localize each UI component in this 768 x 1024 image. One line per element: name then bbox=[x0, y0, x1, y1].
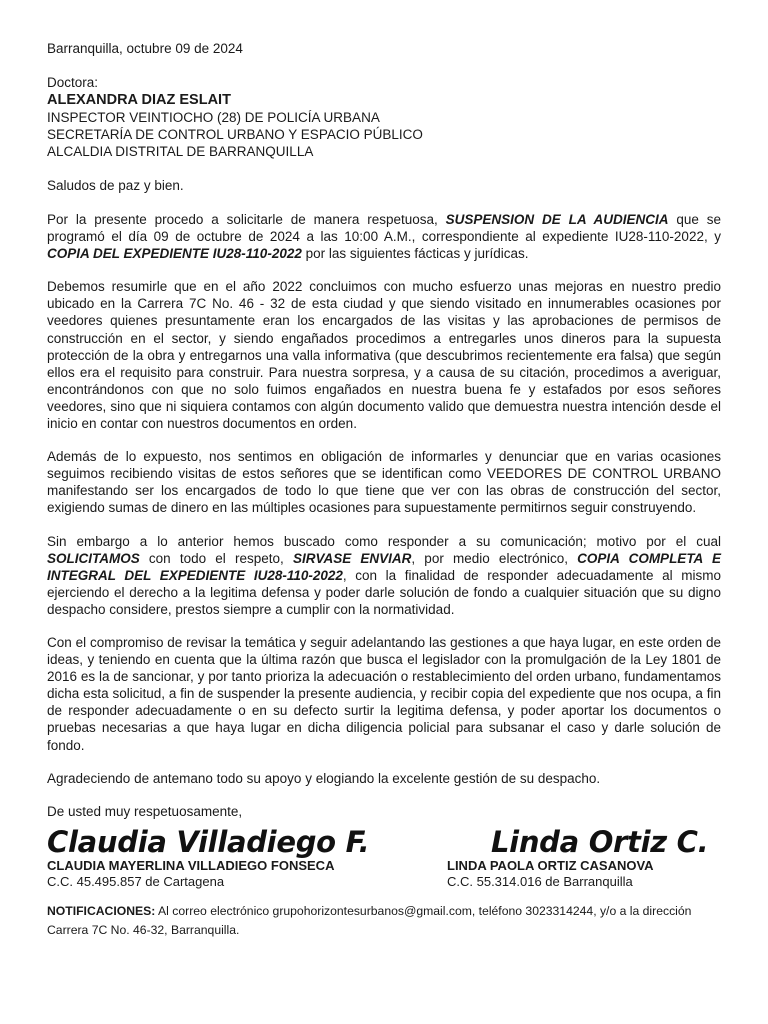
signatures-block bbox=[47, 826, 721, 890]
recipient-title: INSPECTOR VEINTIOCHO (28) DE POLICÍA URBANA bbox=[47, 110, 380, 125]
signer-name: LINDA PAOLA ORTIZ CASANOVA bbox=[447, 857, 654, 873]
recipient-name: ALEXANDRA DIAZ ESLAIT bbox=[47, 92, 231, 108]
handwritten-signature: Claudia Villadiego F. bbox=[47, 824, 370, 859]
highlight-copy-request: COPIA DEL EXPEDIENTE IU28-110-2022 bbox=[47, 246, 302, 262]
highlight-sirvase-enviar: SIRVASE ENVIAR bbox=[292, 550, 412, 566]
paragraph-request-text: que se programó el día 09 de octubre de 2024 a las 10:00 A.M., correspondiente al expediente IU28-110-2022, y bbox=[47, 212, 721, 245]
signer-name: CLAUDIA MAYERLINA VILLADIEGO FONSECA bbox=[47, 857, 335, 873]
signer-block bbox=[447, 826, 721, 890]
paragraph-commitment: Con el compromiso de revisar la temática y seguir adelantando las gestiones a que haya lugar, en este orden de ideas, y teniendo en cuenta que la última razón que busca el legislador con la promulgación de la Ley 1801 de 2016 es la de sancionar, y por tanto prioriza la adecuación o restablecimiento del orden urbano, fundamentamos dicha esta solicitud, a fin de suspender la presente audiencia, y recibir copia del expediente que nos ocupa, a fin de responder adecuadamente o en su defecto surtir la legitima defensa, y poder aportar los documentos o pruebas necesarias a que haya lugar en dicha diligencia policial para subsanar el caso y darle solución de fondo. bbox=[47, 634, 721, 753]
highlight-full-copy: COPIA COMPLETA E INTEGRAL DEL EXPEDIENTE IU28-110-2022 bbox=[47, 550, 721, 583]
paragraph-petition-text: Sin embargo a lo anterior hemos buscado como responder a su comunicación; motivo por el cual bbox=[47, 533, 721, 549]
recipient-block bbox=[47, 74, 721, 160]
notifications-text: Al correo electrónico grupohorizontesurbanos@gmail.com, teléfono 3023314244, y/o a la dirección Carrera 7C No. 46-32, Barranquilla. bbox=[47, 903, 692, 937]
greeting: Saludos de paz y bien. bbox=[47, 178, 184, 193]
date-line: Barranquilla, octubre 09 de 2024 bbox=[47, 41, 243, 56]
signer-block bbox=[47, 826, 447, 890]
paragraph-facts: Debemos resumirle que en el año 2022 concluimos con mucho esfuerzo unas mejoras en nuestro predio ubicado en la Carrera 7C No. 46 - 32 de esta ciudad y que siendo visitado en innumerables ocasiones por veedores quienes presuntamente eran los encargados de las visitas y las aprobaciones de permisos de construcción en el sector, y siendo engañados procedimos a entregarles unos dineros para la supuesta protección de la obra y entregarnos una valla informativa (que descubrimos recientemente era falsa) que según ellos era el requisito para construir. Para nuestra sorpresa, y a causa de su citación, procedimos a averiguar, encontrándonos con que no solo fuimos engañados en nuestra buena fe y estafados por esos señores veedores, sino que ni siquiera contamos con algún documento valido que demuestra nuestra intención desde el inicio en contar con nuestros documentos en orden. bbox=[47, 279, 721, 432]
signer-id: C.C. 55.314.016 de Barranquilla bbox=[447, 873, 633, 889]
paragraph-petition-text: con todo el respeto, bbox=[139, 550, 293, 566]
notifications-block bbox=[47, 902, 721, 940]
paragraph-petition-text: , por medio electrónico, bbox=[411, 550, 578, 566]
paragraph-petition-text: , con la finalidad de responder adecuadamente al mismo ejerciendo el derecho a la legitima defensa y poder darle solución de fondo a cualquier situación que su digno despacho considere, prestos siempre a cumplir con la normatividad. bbox=[47, 567, 721, 617]
handwritten-signature: Linda Ortiz C. bbox=[491, 824, 709, 859]
paragraph-complaint: Además de lo expuesto, nos sentimos en obligación de informarles y denunciar que en varias ocasiones seguimos recibiendo visitas de estos señores que se identifican como VEEDORES DE CONTROL URBANO manifestando ser los encargados de todo lo que tiene que ver con las obras de construcción del sector, exigiendo sumas de dinero en las múltiples ocasiones para supuestamente permitirnos seguir construyendo. bbox=[47, 449, 721, 516]
recipient-salutation: Doctora: bbox=[47, 75, 99, 90]
highlight-solicitamos: SOLICITAMOS bbox=[47, 550, 140, 566]
recipient-institution: ALCALDIA DISTRITAL DE BARRANQUILLA bbox=[47, 144, 314, 159]
closing-line: De usted muy respetuosamente, bbox=[47, 803, 243, 819]
signer-id: C.C. 45.495.857 de Cartagena bbox=[47, 873, 225, 889]
paragraph-thanks: Agradeciendo de antemano todo su apoyo y elogiando la excelente gestión de su despacho. bbox=[47, 770, 601, 786]
paragraph-request-text: por las siguientes fácticas y jurídicas. bbox=[301, 246, 529, 262]
paragraph-request-text: Por la presente procedo a solicitarle de manera respetuosa, bbox=[47, 212, 446, 227]
paragraph-petition bbox=[47, 533, 721, 618]
highlight-suspension: SUSPENSION DE LA AUDIENCIA bbox=[445, 212, 669, 227]
notifications-label: NOTIFICACIONES: bbox=[47, 903, 156, 918]
paragraph-request bbox=[47, 211, 721, 262]
recipient-department: SECRETARÍA DE CONTROL URBANO Y ESPACIO PÚBLICO bbox=[47, 127, 423, 142]
